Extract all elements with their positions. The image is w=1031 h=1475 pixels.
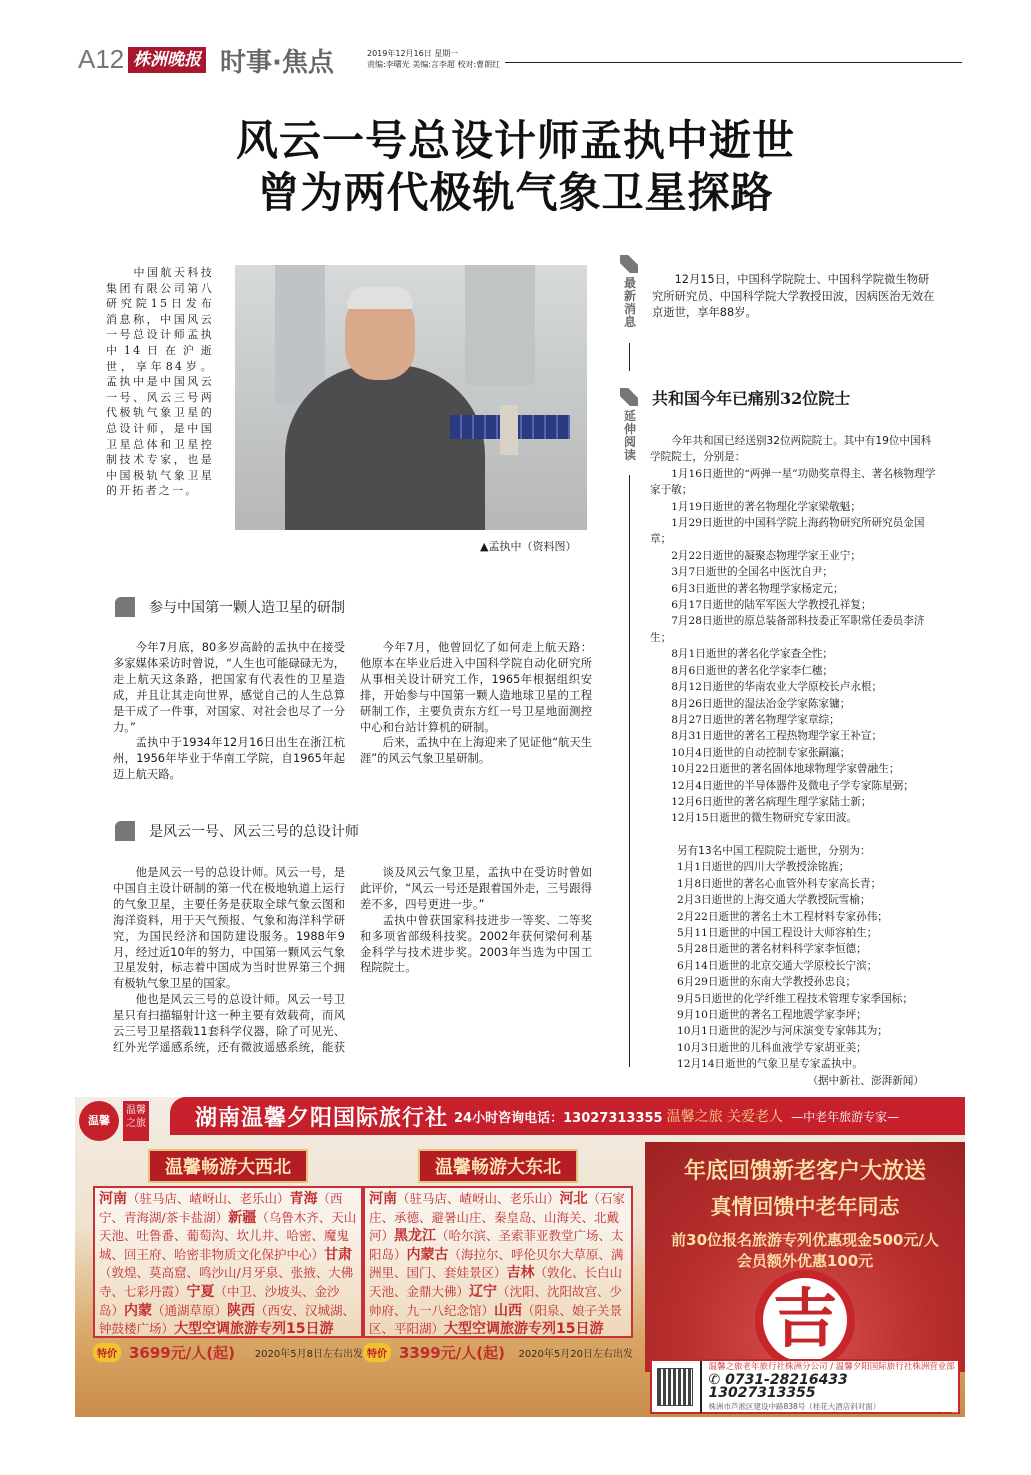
section2-col2-text (360, 865, 592, 976)
list-item: 6月14日逝世的北京交通大学原校长宁滨； (677, 959, 878, 972)
newspaper-logo: 株洲晚报 (128, 47, 206, 73)
section1-col2 (360, 640, 592, 767)
list-item: 6月3日逝世的著名物理学家杨定元； (671, 582, 844, 595)
hotline: 24小时咨询电话：13027313355 (454, 1110, 663, 1126)
price-tag: 特价 (363, 1343, 391, 1362)
route-region: 河南 (99, 1191, 127, 1207)
route-stops: （驻马店、嵖岈山、老乐山） (397, 1191, 560, 1206)
list-item: 1月16日逝世的“两弹一星”功勋奖章得主、著名核物理学家于敏； (650, 467, 936, 497)
paragraph: 谈及风云气象卫星，孟执中在受访时曾如此评价，“风云一号还是跟着国外走，三号跟得差不多，四号更进一步。” (360, 866, 592, 911)
editors: 责编:李曙光 美编:言李超 校对:曹朗红 (367, 60, 501, 69)
lead-paragraph (106, 265, 214, 499)
route-stops: （哈尔滨、圣索菲亚教堂广场、太阳岛） (369, 1228, 624, 1262)
route-stops: （中卫、沙坡头、金沙岛） (99, 1283, 340, 1318)
price-value: 3399元/人(起) (399, 1344, 505, 1362)
list-item: 8月1日逝世的著名化学家查全性； (671, 648, 833, 661)
route-region: 河南 (369, 1191, 397, 1207)
paragraph: 孟执中曾获国家科技进步一等奖、二等奖和多项省部级科技奖。2002年获何梁何利基金科学与技术进步奖。2003年当选为中国工程院院士。 (360, 913, 592, 975)
paragraph: 后来，孟执中在上海迎来了见证他“航天生涯”的风云气象卫星研制。 (360, 736, 592, 766)
list-item: 1月29日逝世的中国科学院上海药物研究所研究员金国章； (650, 517, 925, 546)
route-stops: （通湖草原） (152, 1302, 228, 1318)
travel-advertisement (75, 1097, 965, 1417)
section1-col1 (113, 640, 345, 783)
extended-label-text: 延伸阅读 (624, 409, 637, 462)
intro: 今年共和国已经送别32位两院院士。其中有19位中国科学院院士，分别是： (650, 435, 932, 464)
headline-line2: 曾为两代极轨气象卫星探路 (257, 168, 774, 217)
cae-intro: 另有13名中国工程院院士逝世，分别为： (677, 845, 871, 857)
route-northwest (93, 1149, 363, 1363)
extended-reading-label (620, 388, 640, 462)
page-number: A12 (78, 44, 125, 74)
lead-text: 中国航天科技集团有限公司第八研究院15日发布消息称，中国风云一号总设计师孟执中14日在沪逝世，享年84岁。孟执中是中国风云一号、风云三号两代极轨气象卫星的总设计师，是中国卫星总体和卫星控制技术专家，也是中国极轨气象卫星的开拓者之一。 (106, 266, 214, 498)
heading-block-icon (115, 821, 135, 841)
route-stops: （乌鲁木齐、天山天池、吐鲁番、葡萄沟、坎儿井、哈密、魔鬼城、回王府、哈密非物质文化保护中心） (99, 1209, 357, 1262)
cas-list (650, 433, 940, 827)
route-region: 内蒙古 (406, 1246, 449, 1263)
list-item: 6月17日逝世的陆军军医大学教授孔祥复； (671, 599, 872, 612)
list-item: 1月19日逝世的著名物理化学家梁敬魁； (671, 500, 861, 513)
emblem-text: 吉 (773, 1283, 837, 1357)
list-item: 2月22日逝世的著名土木工程材料专家孙伟； (677, 910, 888, 923)
arrow-icon (620, 388, 638, 406)
list-item: 12月4日逝世的半导体器件及微电子学专家陈星弼； (671, 779, 914, 792)
route-body (363, 1186, 633, 1338)
price-tag: 特价 (93, 1343, 121, 1362)
paragraph: 今年7月，他曾回忆了如何走上航天路：他原本在毕业后进入中国科学院自动化研究所从事相关设计研究工作，1965年根据组织安排，开始参与中国第一颗人造地球卫星的工程研制工作，主要负责东方红一号卫星地面测控中心和台站计算机的研制。 (360, 641, 592, 734)
extended-title: 共和国今年已痛别32位院士 (652, 389, 851, 408)
promotion-panel (645, 1142, 965, 1372)
latest-news-text: 12月15日，中国科学院院士、中国科学院微生物研究所研究员、中国科学院大学教授田波，因病医治无效在京逝世，享年88岁。 (652, 273, 935, 319)
issue-date: 2019年12月16日 星期一 (367, 49, 459, 58)
paragraph: 孟执中于1934年12月16日出生在浙江杭州，1956年毕业于华南工学院，自1965年起迈上航天路。 (113, 736, 345, 782)
list-item: 8月31日逝世的著名工程热物理学家王补宣； (671, 730, 883, 743)
route-region: 甘肃 (324, 1246, 353, 1263)
route-region: 河北 (559, 1191, 588, 1207)
agency-name: 湖南温馨夕阳国际旅行社 (195, 1105, 449, 1131)
list-item: 5月28日逝世的著名材料科学家李恒德； (677, 943, 867, 956)
route-stops: （阳泉、娘子关景区、平阳湖） (369, 1302, 623, 1337)
promo-line: 年底回馈新老客户大放送 (683, 1159, 926, 1184)
route-region: 内蒙 (124, 1302, 153, 1319)
list-item: 6月29日逝世的东南大学教授孙忠良； (677, 976, 857, 989)
slogan: 温馨之旅 关爱老人 (666, 1109, 784, 1125)
depart-date: 2020年5月20日左右出发 (518, 1349, 633, 1360)
route-title: 温馨畅游大西北 (148, 1149, 308, 1183)
route-region: 新疆 (228, 1209, 257, 1226)
route-stops: （敦煌、莫高窟、鸣沙山/月牙泉、张掖、大佛寺、七彩丹霞） (99, 1265, 354, 1299)
divider (629, 475, 630, 1067)
header-rule (505, 62, 962, 63)
section1-heading (115, 597, 345, 617)
depart-date: 2020年5月8日左右出发 (254, 1349, 363, 1360)
route-region: 吉林 (506, 1265, 535, 1282)
promo-line: 会员额外优惠100元 (736, 1252, 874, 1270)
list-item: 2月22日逝世的凝聚态物理学家王业宁； (671, 549, 861, 562)
latest-news-label (620, 255, 640, 329)
route-region: 大型空调旅游专列15日游 (444, 1321, 604, 1338)
headline-line1: 风云一号总设计师孟执中逝世 (235, 116, 795, 165)
section2-heading-text: 是风云一号、风云三号的总设计师 (149, 824, 359, 840)
heading-block-icon (115, 597, 135, 617)
portrait-photo (235, 265, 587, 530)
list-item: 3月7日逝世的全国名中医沈自尹； (671, 566, 833, 579)
paragraph: 他是风云一号的总设计师。风云一号，是中国自主设计研制的第一代在极地轨道上运行的气象卫星，主要任务是获取全球气象云图和海洋资料，用于天气预报、气象和海洋科学研究，为国民经济和国防建设服务。1988年9月，经过近10年的努力，中国第一颗风云气象卫星发射，标志着中国成为当时世界第三个拥有极轨气象卫星的国家。 (113, 866, 345, 991)
list-item: 12月6日逝世的著名病理生理学家陆士新； (671, 795, 872, 808)
issue-meta (367, 48, 500, 70)
promo-line: 真情回馈中老年同志 (710, 1195, 900, 1219)
route-northeast (363, 1149, 633, 1363)
list-item: 9月5日逝世的化学纤维工程技术管理专家季国标； (677, 992, 913, 1005)
section1-heading-text: 参与中国第一颗人造卫星的研制 (149, 600, 345, 616)
person-body (285, 365, 485, 530)
list-item: 8月12日逝世的华南农业大学原校长卢永根； (671, 681, 883, 694)
cae-list (677, 843, 942, 1089)
section2-col1 (113, 865, 345, 1057)
agency-logo-text: 温馨之旅 (123, 1101, 149, 1141)
address: 株洲市芦淞区建设中路838号（桂花大酒店斜对面） (708, 1401, 881, 1411)
list-item: 12月14日逝世的气象卫星专家孟执中。 (677, 1058, 863, 1071)
arrow-icon (620, 255, 638, 273)
route-price (363, 1342, 633, 1363)
list-item: 8月26日逝世的湿法冶金学家陈家镛； (671, 697, 851, 710)
phone-numbers: ✆ 0731-28216433 13027313355 (708, 1371, 862, 1401)
paragraph: 他也是风云三号的总设计师。风云一号卫星只有扫描辐射计这一种主要有效载荷，而风云三号卫星搭载11套科学仪器，除了可见光、红外光学遥感系统，还有微波遥感系统，能获 (113, 993, 345, 1054)
route-stops: （驻马店、嵖岈山、老乐山） (127, 1191, 290, 1206)
latest-label-text: 最新消息 (624, 276, 637, 329)
route-region: 宁夏 (186, 1283, 215, 1300)
route-region: 辽宁 (469, 1283, 498, 1300)
paragraph: 今年7月底，80多岁高龄的孟执中在接受多家媒体采访时曾说，“人生也可能碌碌无为，走上航天这条路，把国家有代表性的卫星造成，并且让其走向世界，感觉自己的人生总算是干成了一件事，对国家、对社会也尽了一分力。” (113, 641, 345, 734)
promo-line: 前30位报名旅游专列优惠现金500元/人 (671, 1231, 939, 1249)
list-item: 1月8日逝世的著名心血管外科专家高长青； (677, 877, 882, 890)
lucky-drum-emblem (755, 1270, 855, 1370)
section-name: 时事·焦点 (220, 48, 334, 78)
list-item: 2月3日逝世的上海交通大学教授阮雪榆； (677, 894, 871, 907)
price-value: 3699元/人(起) (129, 1344, 235, 1362)
list-item: 8月6日逝世的著名化学家李仁穗； (671, 664, 833, 677)
route-stops: （敦化、长白山天池、金鼎大佛） (369, 1265, 623, 1299)
divider (629, 343, 630, 371)
tagline: —中老年旅游专家— (791, 1109, 900, 1124)
list-item: 12月15日逝世的微生物研究专家田波。 (671, 812, 858, 825)
route-stops: （西宁、青海湖/茶卡盐湖） (99, 1191, 343, 1225)
photo-caption: ▲孟执中（资料图） (480, 540, 577, 553)
ad-label: 广告 (943, 1405, 959, 1414)
company-name: 温馨之旅老年旅行社株洲分公司 / 温馨夕阳国际旅行社株洲营业部 (708, 1361, 955, 1372)
list-item: 10月4日逝世的自动控制专家张嗣瀛； (671, 746, 851, 759)
contact-box (650, 1359, 960, 1414)
list-item: 7月28日逝世的原总装备部科技委正军职常任委员李济生； (650, 615, 925, 644)
route-region: 大型空调旅游专列15日游 (174, 1321, 334, 1338)
agency-logo: 温馨 (79, 1101, 119, 1141)
list-item: 5月11日逝世的中国工程设计大师容柏生； (677, 927, 878, 940)
list-item: 1月1日逝世的四川大学教授涂铭旌； (677, 861, 850, 874)
route-title: 温馨畅游大东北 (418, 1149, 578, 1183)
route-region: 青海 (289, 1191, 318, 1207)
route-price (93, 1342, 363, 1363)
list-item: 10月3日逝世的儿科血液学专家胡亚美； (677, 1041, 867, 1054)
route-stops: （海拉尔、呼伦贝尔大草原、满洲里、国门、套娃景区） (369, 1246, 624, 1281)
list-item: 10月1日逝世的泥沙与河床演变专家韩其为； (677, 1025, 888, 1038)
list-item: 10月22日逝世的著名固体地球物理学家曾融生； (671, 763, 900, 776)
section2-heading (115, 821, 359, 841)
qr-code-icon[interactable] (658, 1369, 692, 1405)
route-region: 陕西 (227, 1302, 256, 1319)
route-region: 山西 (494, 1302, 523, 1319)
source-credit: （据中新社、澎湃新闻） (807, 1074, 924, 1087)
ad-banner (170, 1097, 965, 1135)
route-stops: （石家庄、承德、避暑山庄、秦皇岛、山海关、北戴河） (369, 1191, 626, 1244)
route-stops: （西安、汉城湖、钟鼓楼广场） (99, 1302, 356, 1337)
route-region: 黑龙江 (394, 1228, 437, 1245)
route-stops: （沈阳、沈阳故宫、少帅府、九一八纪念馆） (369, 1283, 623, 1318)
list-item: 8月27日逝世的著名物理学家章综； (671, 713, 840, 726)
route-body (93, 1186, 363, 1338)
list-item: 9月10日逝世的著名工程地震学家李坪； (677, 1009, 867, 1022)
